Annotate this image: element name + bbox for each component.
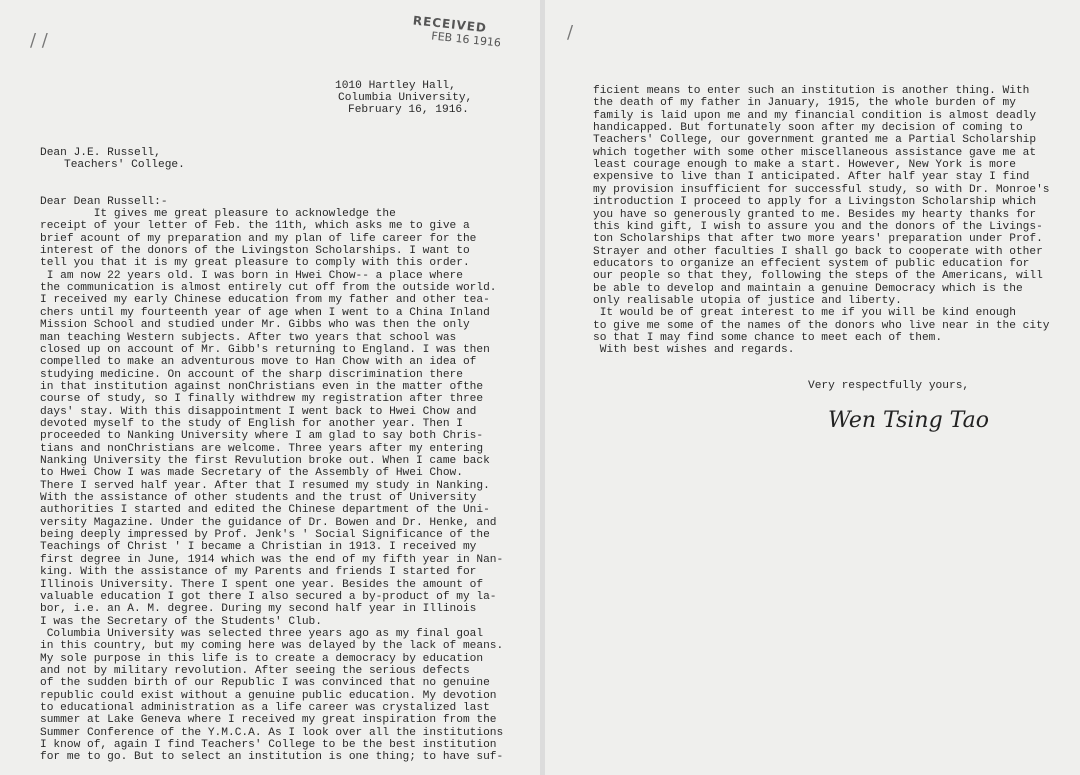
body-line: being deeply impressed by Prof. Jenk's ' Social Significance of the <box>40 529 490 542</box>
body-line: I know of, again I find Teachers' College to be the best institution <box>40 739 497 752</box>
sender-address-line2: Columbia University, <box>338 92 473 104</box>
body-line: summer at Lake Geneva where I received my great inspiration from the <box>40 714 497 727</box>
body-line: only realisable utopia of justice and liberty. <box>593 294 902 307</box>
body-line: so that I may find some chance to meet each of them. <box>593 332 943 344</box>
body-line: Nanking University the first Revulution broke out. When I came back <box>40 455 490 467</box>
body-line: Strayer and other faculties I shall go back to cooperate with other <box>593 245 1043 258</box>
pencil-mark: / / <box>30 30 48 51</box>
body-line: Summer Conference of the Y.M.C.A. As I look over all the institutions <box>40 726 504 739</box>
body-line: There I served half year. After that I resumed my study in Nanking. <box>40 479 490 492</box>
body-line: family is laid upon me and my financial condition is almost deadly <box>593 109 1037 122</box>
body-line: expensive to live than I anticipated. After half year stay I find <box>593 171 1030 184</box>
body-line: introduction I proceed to apply for a Livingston Scholarship which <box>593 196 1037 209</box>
body-line: ton Scholarships that after two more years' preparation under Prof. <box>593 233 1043 246</box>
body-line: in that institution against nonChristians even in the matter ofthe <box>40 380 484 393</box>
body-line: Teachings of Christ ' I became a Christian in 1913. I received my <box>40 541 477 554</box>
body-line: handicapped. But fortunately soon after my decision of coming to <box>593 122 1023 135</box>
body-line: our people so that they, following the steps of the Americans, will <box>593 270 1043 283</box>
body-line: Columbia University was selected three years ago as my final goal <box>40 627 484 640</box>
body-line: first degree in June, 1914 which was the end of my fifth year in Nan- <box>40 553 504 566</box>
body-line: you have so generously granted to me. Besides my hearty thanks for <box>593 208 1037 221</box>
body-line: With the assistance of other students and the trust of University <box>40 492 477 505</box>
body-line: It gives me great pleasure to acknowledge the <box>40 208 396 220</box>
body-line: closed up on account of Mr. Gibb's returning to England. I was then <box>40 343 490 356</box>
body-line: brief acount of my preparation and my plan of life career for the <box>40 232 477 245</box>
body-line: the communication is almost entirely cut off from the outside world. <box>40 282 497 295</box>
body-line: ficient means to enter such an institution is another thing. With <box>593 85 1030 97</box>
recipient-institution: Teachers' College. <box>64 159 185 171</box>
body-line: of the sudden birth of our Republic I was convinced that no genuine <box>40 677 490 690</box>
body-line: for me to go. But to select an institution is one thing; to have suf- <box>40 751 504 764</box>
body-line: Teachers' College, our government granted me a Partial Scholarship <box>593 134 1037 147</box>
body-line: receipt of your letter of Feb. the 11th, which asks me to give a <box>40 220 470 233</box>
body-line: compelled to make an adventurous move to Han Chow with an idea of <box>40 356 477 369</box>
body-line: authorities I started and edited the Chinese department of the Uni- <box>40 504 490 517</box>
body-line: be able to develop and maintain a genuine Democracy which is the <box>593 282 1023 295</box>
body-line: this kind gift, I wish to assure you and the donors of the Livings- <box>593 220 1043 233</box>
body-line: versity Magazine. Under the guidance of Dr. Bowen and Dr. Henke, and <box>40 516 497 529</box>
body-line: valuable education I got there I also secured a by-product of my la- <box>40 590 497 603</box>
body-line: least courage enough to make a start. However, New York is more <box>593 159 1016 172</box>
body-line: days' stay. With this disappointment I went back to Hwei Chow and <box>40 405 477 418</box>
body-line: and not by military revolution. After seeing the serious defects <box>40 664 470 677</box>
body-line: bor, i.e. an A. M. degree. During my second half year in Illinois <box>40 603 477 616</box>
body-line: the death of my father in January, 1915, the whole burden of my <box>593 97 1016 110</box>
body-line: studying medicine. On account of the sharp discrimination there <box>40 368 463 381</box>
body-line: to Hwei Chow I was made Secretary of the Assembly of Hwei Chow. <box>40 467 463 480</box>
body-line: I am now 22 years old. I was born in Hwei Chow-- a place where <box>40 269 463 282</box>
body-line: It would be of great interest to me if you will be kind enough <box>593 307 1016 320</box>
body-line: in this country, but my coming here was delayed by the lack of means. <box>40 640 504 653</box>
body-line: proceeded to Nanking University where I am glad to say both Chris- <box>40 430 484 443</box>
body-line: man teaching Western subjects. After two years that school was <box>40 331 457 344</box>
sender-address-line1: 1010 Hartley Hall, <box>335 80 456 92</box>
body-line: to educational administration as a life career was crystalized last <box>40 702 490 714</box>
body-line: which together with some other miscellaneous assistance gave me at <box>593 146 1037 159</box>
body-line: tians and nonChristians are welcome. Three years after my entering <box>40 442 484 455</box>
body-line: educators to organize an effecient system of public education for <box>593 257 1030 270</box>
body-line: devoted myself to the study of English for another year. Then I <box>40 417 463 430</box>
body-line: Illinois University. There I spent one year. Besides the amount of <box>40 578 484 591</box>
body-line: my provision insufficient for successful study, so with Dr. Monroe's <box>593 183 1050 196</box>
salutation: Dear Dean Russell:- <box>40 196 168 208</box>
body-line: Mission School and studied under Mr. Gibbs who was then the only <box>40 319 470 332</box>
body-line: republic could exist without a genuine public education. My devotion <box>40 689 497 702</box>
body-line: to give me some of the names of the donors who live near in the city <box>593 319 1050 332</box>
letter-date: February 16, 1916. <box>348 104 469 116</box>
body-line: I received my early Chinese education from my father and other tea- <box>40 294 490 307</box>
signature: Wen Tsing Tao <box>828 408 989 433</box>
stamp-received-text: RECEIVED <box>412 13 488 36</box>
letter-page-right <box>545 0 1080 775</box>
body-line: chers until my fourteenth year of age when I went to a China Inland <box>40 306 490 319</box>
body-line: With best wishes and regards. <box>593 344 795 357</box>
body-line: My sole purpose in this life is to create a democracy by education <box>40 652 484 665</box>
body-line: tell you that it is my great pleasure to comply with this order. <box>40 257 470 270</box>
recipient-name: Dean J.E. Russell, <box>40 147 161 159</box>
body-line: course of study, so I finally withdrew my registration after three <box>40 393 484 406</box>
body-line: king. With the assistance of my Parents and friends I started for <box>40 566 477 579</box>
body-line: I was the Secretary of the Students' Club. <box>40 615 322 628</box>
stamp-date-text: FEB 16 1916 <box>430 29 502 50</box>
received-stamp <box>411 13 503 49</box>
body-line: interest of the donors of the Livingston Scholarships. I want to <box>40 245 470 258</box>
pencil-mark-right: / <box>567 22 574 43</box>
closing: Very respectfully yours, <box>808 380 970 392</box>
